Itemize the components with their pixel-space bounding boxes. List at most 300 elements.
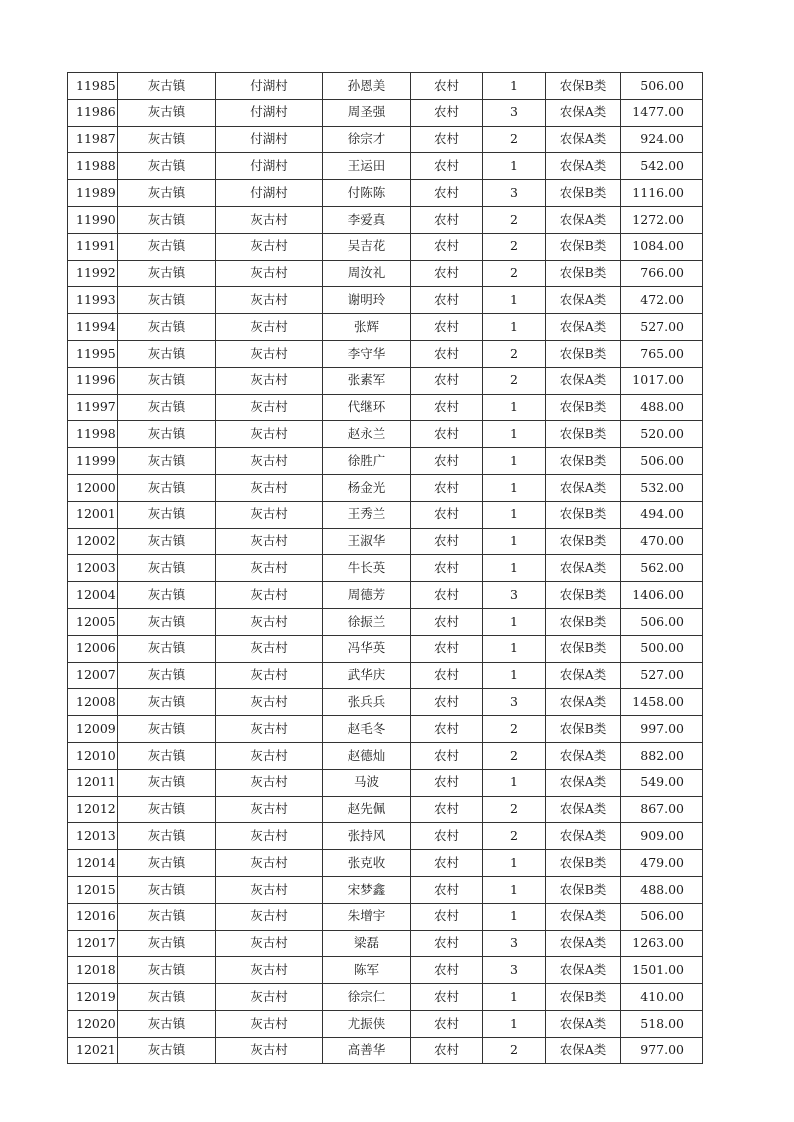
table-row xyxy=(68,73,703,100)
household-type-cell: 农村 xyxy=(411,823,483,850)
name-cell: 张辉 xyxy=(323,314,411,341)
name-cell: 孙恩美 xyxy=(323,73,411,100)
table-row xyxy=(68,608,703,635)
village-cell: 付湖村 xyxy=(216,73,323,100)
record-id-cell: 12020 xyxy=(68,1010,118,1037)
village-cell: 付湖村 xyxy=(216,153,323,180)
amount-cell: 1116.00 xyxy=(621,180,703,207)
name-cell: 张持风 xyxy=(323,823,411,850)
amount-cell: 527.00 xyxy=(621,662,703,689)
record-id-cell: 11989 xyxy=(68,180,118,207)
record-id-cell: 11985 xyxy=(68,73,118,100)
amount-cell: 506.00 xyxy=(621,73,703,100)
person-count-cell: 3 xyxy=(483,957,546,984)
name-cell: 王淑华 xyxy=(323,528,411,555)
amount-cell: 867.00 xyxy=(621,796,703,823)
household-type-cell: 农村 xyxy=(411,796,483,823)
amount-cell: 1406.00 xyxy=(621,582,703,609)
amount-cell: 977.00 xyxy=(621,1037,703,1064)
household-type-cell: 农村 xyxy=(411,501,483,528)
name-cell: 赵毛冬 xyxy=(323,716,411,743)
record-id-cell: 11996 xyxy=(68,367,118,394)
village-cell: 灰古村 xyxy=(216,716,323,743)
village-cell: 灰古村 xyxy=(216,930,323,957)
amount-cell: 1477.00 xyxy=(621,99,703,126)
name-cell: 赵德灿 xyxy=(323,742,411,769)
amount-cell: 924.00 xyxy=(621,126,703,153)
insurance-category-cell: 农保A类 xyxy=(546,1037,621,1064)
person-count-cell: 2 xyxy=(483,260,546,287)
table-row xyxy=(68,314,703,341)
record-id-cell: 12011 xyxy=(68,769,118,796)
town-cell: 灰古镇 xyxy=(118,394,216,421)
town-cell: 灰古镇 xyxy=(118,448,216,475)
amount-cell: 1017.00 xyxy=(621,367,703,394)
insurance-category-cell: 农保A类 xyxy=(546,474,621,501)
household-type-cell: 农村 xyxy=(411,769,483,796)
amount-cell: 1458.00 xyxy=(621,689,703,716)
person-count-cell: 1 xyxy=(483,903,546,930)
name-cell: 徐振兰 xyxy=(323,608,411,635)
insurance-category-cell: 农保A类 xyxy=(546,903,621,930)
insurance-category-cell: 农保B类 xyxy=(546,501,621,528)
village-cell: 灰古村 xyxy=(216,689,323,716)
record-id-cell: 12005 xyxy=(68,608,118,635)
household-type-cell: 农村 xyxy=(411,903,483,930)
insurance-category-cell: 农保B类 xyxy=(546,233,621,260)
table-row xyxy=(68,528,703,555)
household-type-cell: 农村 xyxy=(411,394,483,421)
town-cell: 灰古镇 xyxy=(118,796,216,823)
amount-cell: 549.00 xyxy=(621,769,703,796)
town-cell: 灰古镇 xyxy=(118,153,216,180)
table-row xyxy=(68,260,703,287)
village-cell: 灰古村 xyxy=(216,421,323,448)
village-cell: 灰古村 xyxy=(216,367,323,394)
name-cell: 尤振侠 xyxy=(323,1010,411,1037)
village-cell: 灰古村 xyxy=(216,582,323,609)
town-cell: 灰古镇 xyxy=(118,716,216,743)
village-cell: 灰古村 xyxy=(216,903,323,930)
amount-cell: 882.00 xyxy=(621,742,703,769)
village-cell: 灰古村 xyxy=(216,555,323,582)
household-type-cell: 农村 xyxy=(411,73,483,100)
name-cell: 赵永兰 xyxy=(323,421,411,448)
name-cell: 陈军 xyxy=(323,957,411,984)
record-id-cell: 11990 xyxy=(68,206,118,233)
town-cell: 灰古镇 xyxy=(118,180,216,207)
town-cell: 灰古镇 xyxy=(118,528,216,555)
insurance-category-cell: 农保B类 xyxy=(546,635,621,662)
person-count-cell: 3 xyxy=(483,930,546,957)
table-row xyxy=(68,689,703,716)
amount-cell: 766.00 xyxy=(621,260,703,287)
record-id-cell: 12004 xyxy=(68,582,118,609)
insurance-category-cell: 农保A类 xyxy=(546,796,621,823)
amount-cell: 909.00 xyxy=(621,823,703,850)
household-type-cell: 农村 xyxy=(411,716,483,743)
record-id-cell: 11992 xyxy=(68,260,118,287)
village-cell: 灰古村 xyxy=(216,260,323,287)
town-cell: 灰古镇 xyxy=(118,501,216,528)
insurance-category-cell: 农保A类 xyxy=(546,662,621,689)
amount-cell: 410.00 xyxy=(621,984,703,1011)
table-row xyxy=(68,233,703,260)
household-type-cell: 农村 xyxy=(411,287,483,314)
table-row xyxy=(68,367,703,394)
table-row xyxy=(68,180,703,207)
insurance-category-cell: 农保A类 xyxy=(546,1010,621,1037)
name-cell: 张兵兵 xyxy=(323,689,411,716)
name-cell: 周汝礼 xyxy=(323,260,411,287)
village-cell: 灰古村 xyxy=(216,1010,323,1037)
town-cell: 灰古镇 xyxy=(118,260,216,287)
insurance-category-cell: 农保B类 xyxy=(546,448,621,475)
person-count-cell: 3 xyxy=(483,99,546,126)
record-id-cell: 11993 xyxy=(68,287,118,314)
table-row xyxy=(68,153,703,180)
table-row xyxy=(68,742,703,769)
town-cell: 灰古镇 xyxy=(118,73,216,100)
amount-cell: 488.00 xyxy=(621,394,703,421)
table-row xyxy=(68,876,703,903)
household-type-cell: 农村 xyxy=(411,1037,483,1064)
record-id-cell: 12016 xyxy=(68,903,118,930)
table-row xyxy=(68,850,703,877)
amount-cell: 1272.00 xyxy=(621,206,703,233)
household-type-cell: 农村 xyxy=(411,153,483,180)
amount-cell: 506.00 xyxy=(621,608,703,635)
name-cell: 周德芳 xyxy=(323,582,411,609)
records-table xyxy=(67,72,703,1064)
amount-cell: 472.00 xyxy=(621,287,703,314)
town-cell: 灰古镇 xyxy=(118,582,216,609)
town-cell: 灰古镇 xyxy=(118,314,216,341)
household-type-cell: 农村 xyxy=(411,555,483,582)
table-row xyxy=(68,206,703,233)
table-row xyxy=(68,582,703,609)
amount-cell: 1501.00 xyxy=(621,957,703,984)
village-cell: 付湖村 xyxy=(216,180,323,207)
insurance-category-cell: 农保A类 xyxy=(546,99,621,126)
household-type-cell: 农村 xyxy=(411,608,483,635)
household-type-cell: 农村 xyxy=(411,126,483,153)
insurance-category-cell: 农保B类 xyxy=(546,73,621,100)
amount-cell: 527.00 xyxy=(621,314,703,341)
insurance-category-cell: 农保B类 xyxy=(546,260,621,287)
village-cell: 灰古村 xyxy=(216,823,323,850)
record-id-cell: 12010 xyxy=(68,742,118,769)
town-cell: 灰古镇 xyxy=(118,367,216,394)
household-type-cell: 农村 xyxy=(411,689,483,716)
person-count-cell: 3 xyxy=(483,180,546,207)
name-cell: 徐宗才 xyxy=(323,126,411,153)
insurance-category-cell: 农保B类 xyxy=(546,876,621,903)
amount-cell: 520.00 xyxy=(621,421,703,448)
insurance-category-cell: 农保A类 xyxy=(546,367,621,394)
village-cell: 灰古村 xyxy=(216,314,323,341)
name-cell: 付陈陈 xyxy=(323,180,411,207)
amount-cell: 1263.00 xyxy=(621,930,703,957)
person-count-cell: 1 xyxy=(483,528,546,555)
insurance-category-cell: 农保B类 xyxy=(546,716,621,743)
town-cell: 灰古镇 xyxy=(118,850,216,877)
table-row xyxy=(68,1037,703,1064)
person-count-cell: 1 xyxy=(483,984,546,1011)
name-cell: 张克收 xyxy=(323,850,411,877)
village-cell: 灰古村 xyxy=(216,850,323,877)
village-cell: 灰古村 xyxy=(216,742,323,769)
table-row xyxy=(68,769,703,796)
person-count-cell: 1 xyxy=(483,876,546,903)
village-cell: 灰古村 xyxy=(216,662,323,689)
person-count-cell: 3 xyxy=(483,689,546,716)
household-type-cell: 农村 xyxy=(411,930,483,957)
town-cell: 灰古镇 xyxy=(118,608,216,635)
household-type-cell: 农村 xyxy=(411,662,483,689)
table-row xyxy=(68,930,703,957)
person-count-cell: 2 xyxy=(483,340,546,367)
insurance-category-cell: 农保A类 xyxy=(546,769,621,796)
record-id-cell: 11999 xyxy=(68,448,118,475)
table-row xyxy=(68,716,703,743)
table-row xyxy=(68,340,703,367)
record-id-cell: 12000 xyxy=(68,474,118,501)
insurance-category-cell: 农保A类 xyxy=(546,153,621,180)
person-count-cell: 1 xyxy=(483,635,546,662)
household-type-cell: 农村 xyxy=(411,474,483,501)
insurance-category-cell: 农保B类 xyxy=(546,394,621,421)
person-count-cell: 1 xyxy=(483,850,546,877)
record-id-cell: 12018 xyxy=(68,957,118,984)
insurance-category-cell: 农保B类 xyxy=(546,984,621,1011)
village-cell: 灰古村 xyxy=(216,474,323,501)
insurance-category-cell: 农保A类 xyxy=(546,555,621,582)
amount-cell: 542.00 xyxy=(621,153,703,180)
record-id-cell: 11987 xyxy=(68,126,118,153)
record-id-cell: 12012 xyxy=(68,796,118,823)
insurance-category-cell: 农保B类 xyxy=(546,850,621,877)
town-cell: 灰古镇 xyxy=(118,340,216,367)
person-count-cell: 1 xyxy=(483,73,546,100)
household-type-cell: 农村 xyxy=(411,206,483,233)
person-count-cell: 3 xyxy=(483,582,546,609)
amount-cell: 494.00 xyxy=(621,501,703,528)
household-type-cell: 农村 xyxy=(411,421,483,448)
village-cell: 灰古村 xyxy=(216,340,323,367)
insurance-category-cell: 农保A类 xyxy=(546,957,621,984)
amount-cell: 518.00 xyxy=(621,1010,703,1037)
insurance-category-cell: 农保B类 xyxy=(546,421,621,448)
person-count-cell: 1 xyxy=(483,474,546,501)
town-cell: 灰古镇 xyxy=(118,1010,216,1037)
household-type-cell: 农村 xyxy=(411,876,483,903)
record-id-cell: 11986 xyxy=(68,99,118,126)
amount-cell: 479.00 xyxy=(621,850,703,877)
village-cell: 灰古村 xyxy=(216,528,323,555)
person-count-cell: 2 xyxy=(483,796,546,823)
amount-cell: 506.00 xyxy=(621,448,703,475)
amount-cell: 765.00 xyxy=(621,340,703,367)
town-cell: 灰古镇 xyxy=(118,206,216,233)
record-id-cell: 12017 xyxy=(68,930,118,957)
record-id-cell: 11997 xyxy=(68,394,118,421)
household-type-cell: 农村 xyxy=(411,314,483,341)
table-row xyxy=(68,823,703,850)
village-cell: 灰古村 xyxy=(216,876,323,903)
table-row xyxy=(68,126,703,153)
town-cell: 灰古镇 xyxy=(118,99,216,126)
table-row xyxy=(68,448,703,475)
village-cell: 灰古村 xyxy=(216,635,323,662)
table-row xyxy=(68,903,703,930)
insurance-category-cell: 农保A类 xyxy=(546,206,621,233)
name-cell: 马波 xyxy=(323,769,411,796)
person-count-cell: 2 xyxy=(483,823,546,850)
amount-cell: 500.00 xyxy=(621,635,703,662)
table-row xyxy=(68,287,703,314)
table-row xyxy=(68,421,703,448)
record-id-cell: 12019 xyxy=(68,984,118,1011)
table-row xyxy=(68,501,703,528)
record-id-cell: 12001 xyxy=(68,501,118,528)
person-count-cell: 2 xyxy=(483,716,546,743)
household-type-cell: 农村 xyxy=(411,340,483,367)
record-id-cell: 11994 xyxy=(68,314,118,341)
household-type-cell: 农村 xyxy=(411,984,483,1011)
town-cell: 灰古镇 xyxy=(118,126,216,153)
town-cell: 灰古镇 xyxy=(118,421,216,448)
record-id-cell: 12007 xyxy=(68,662,118,689)
amount-cell: 488.00 xyxy=(621,876,703,903)
town-cell: 灰古镇 xyxy=(118,930,216,957)
town-cell: 灰古镇 xyxy=(118,635,216,662)
village-cell: 灰古村 xyxy=(216,287,323,314)
record-id-cell: 12015 xyxy=(68,876,118,903)
name-cell: 周圣强 xyxy=(323,99,411,126)
person-count-cell: 2 xyxy=(483,206,546,233)
name-cell: 宋梦鑫 xyxy=(323,876,411,903)
name-cell: 张素军 xyxy=(323,367,411,394)
town-cell: 灰古镇 xyxy=(118,823,216,850)
town-cell: 灰古镇 xyxy=(118,233,216,260)
name-cell: 谢明玲 xyxy=(323,287,411,314)
household-type-cell: 农村 xyxy=(411,1010,483,1037)
insurance-category-cell: 农保A类 xyxy=(546,126,621,153)
record-id-cell: 12009 xyxy=(68,716,118,743)
village-cell: 灰古村 xyxy=(216,1037,323,1064)
insurance-category-cell: 农保A类 xyxy=(546,287,621,314)
amount-cell: 997.00 xyxy=(621,716,703,743)
name-cell: 高善华 xyxy=(323,1037,411,1064)
household-type-cell: 农村 xyxy=(411,742,483,769)
household-type-cell: 农村 xyxy=(411,528,483,555)
record-id-cell: 12002 xyxy=(68,528,118,555)
name-cell: 冯华英 xyxy=(323,635,411,662)
person-count-cell: 1 xyxy=(483,608,546,635)
household-type-cell: 农村 xyxy=(411,367,483,394)
name-cell: 代继环 xyxy=(323,394,411,421)
town-cell: 灰古镇 xyxy=(118,957,216,984)
insurance-category-cell: 农保B类 xyxy=(546,528,621,555)
town-cell: 灰古镇 xyxy=(118,742,216,769)
village-cell: 灰古村 xyxy=(216,448,323,475)
town-cell: 灰古镇 xyxy=(118,876,216,903)
table-row xyxy=(68,957,703,984)
record-id-cell: 12003 xyxy=(68,555,118,582)
town-cell: 灰古镇 xyxy=(118,769,216,796)
record-id-cell: 12008 xyxy=(68,689,118,716)
person-count-cell: 1 xyxy=(483,153,546,180)
town-cell: 灰古镇 xyxy=(118,903,216,930)
record-id-cell: 11995 xyxy=(68,340,118,367)
town-cell: 灰古镇 xyxy=(118,689,216,716)
record-id-cell: 12013 xyxy=(68,823,118,850)
name-cell: 朱增宇 xyxy=(323,903,411,930)
name-cell: 吴吉花 xyxy=(323,233,411,260)
village-cell: 灰古村 xyxy=(216,769,323,796)
insurance-category-cell: 农保A类 xyxy=(546,823,621,850)
table-row xyxy=(68,984,703,1011)
record-id-cell: 12021 xyxy=(68,1037,118,1064)
insurance-category-cell: 农保B类 xyxy=(546,180,621,207)
table-row xyxy=(68,394,703,421)
person-count-cell: 2 xyxy=(483,742,546,769)
table-row xyxy=(68,474,703,501)
town-cell: 灰古镇 xyxy=(118,984,216,1011)
household-type-cell: 农村 xyxy=(411,99,483,126)
person-count-cell: 1 xyxy=(483,1010,546,1037)
insurance-category-cell: 农保A类 xyxy=(546,742,621,769)
name-cell: 李守华 xyxy=(323,340,411,367)
town-cell: 灰古镇 xyxy=(118,474,216,501)
record-id-cell: 11998 xyxy=(68,421,118,448)
person-count-cell: 2 xyxy=(483,1037,546,1064)
household-type-cell: 农村 xyxy=(411,233,483,260)
insurance-category-cell: 农保B类 xyxy=(546,582,621,609)
household-type-cell: 农村 xyxy=(411,180,483,207)
household-type-cell: 农村 xyxy=(411,957,483,984)
table-row xyxy=(68,1010,703,1037)
record-id-cell: 11991 xyxy=(68,233,118,260)
person-count-cell: 2 xyxy=(483,126,546,153)
insurance-category-cell: 农保A类 xyxy=(546,314,621,341)
record-id-cell: 11988 xyxy=(68,153,118,180)
village-cell: 灰古村 xyxy=(216,233,323,260)
person-count-cell: 1 xyxy=(483,421,546,448)
person-count-cell: 1 xyxy=(483,662,546,689)
name-cell: 梁磊 xyxy=(323,930,411,957)
table-row xyxy=(68,796,703,823)
table-row xyxy=(68,635,703,662)
person-count-cell: 1 xyxy=(483,555,546,582)
amount-cell: 562.00 xyxy=(621,555,703,582)
village-cell: 灰古村 xyxy=(216,206,323,233)
village-cell: 灰古村 xyxy=(216,501,323,528)
name-cell: 李爱真 xyxy=(323,206,411,233)
record-id-cell: 12014 xyxy=(68,850,118,877)
person-count-cell: 1 xyxy=(483,769,546,796)
town-cell: 灰古镇 xyxy=(118,287,216,314)
amount-cell: 532.00 xyxy=(621,474,703,501)
household-type-cell: 农村 xyxy=(411,448,483,475)
amount-cell: 506.00 xyxy=(621,903,703,930)
person-count-cell: 2 xyxy=(483,367,546,394)
insurance-category-cell: 农保A类 xyxy=(546,930,621,957)
table-row xyxy=(68,555,703,582)
household-type-cell: 农村 xyxy=(411,582,483,609)
insurance-category-cell: 农保A类 xyxy=(546,689,621,716)
